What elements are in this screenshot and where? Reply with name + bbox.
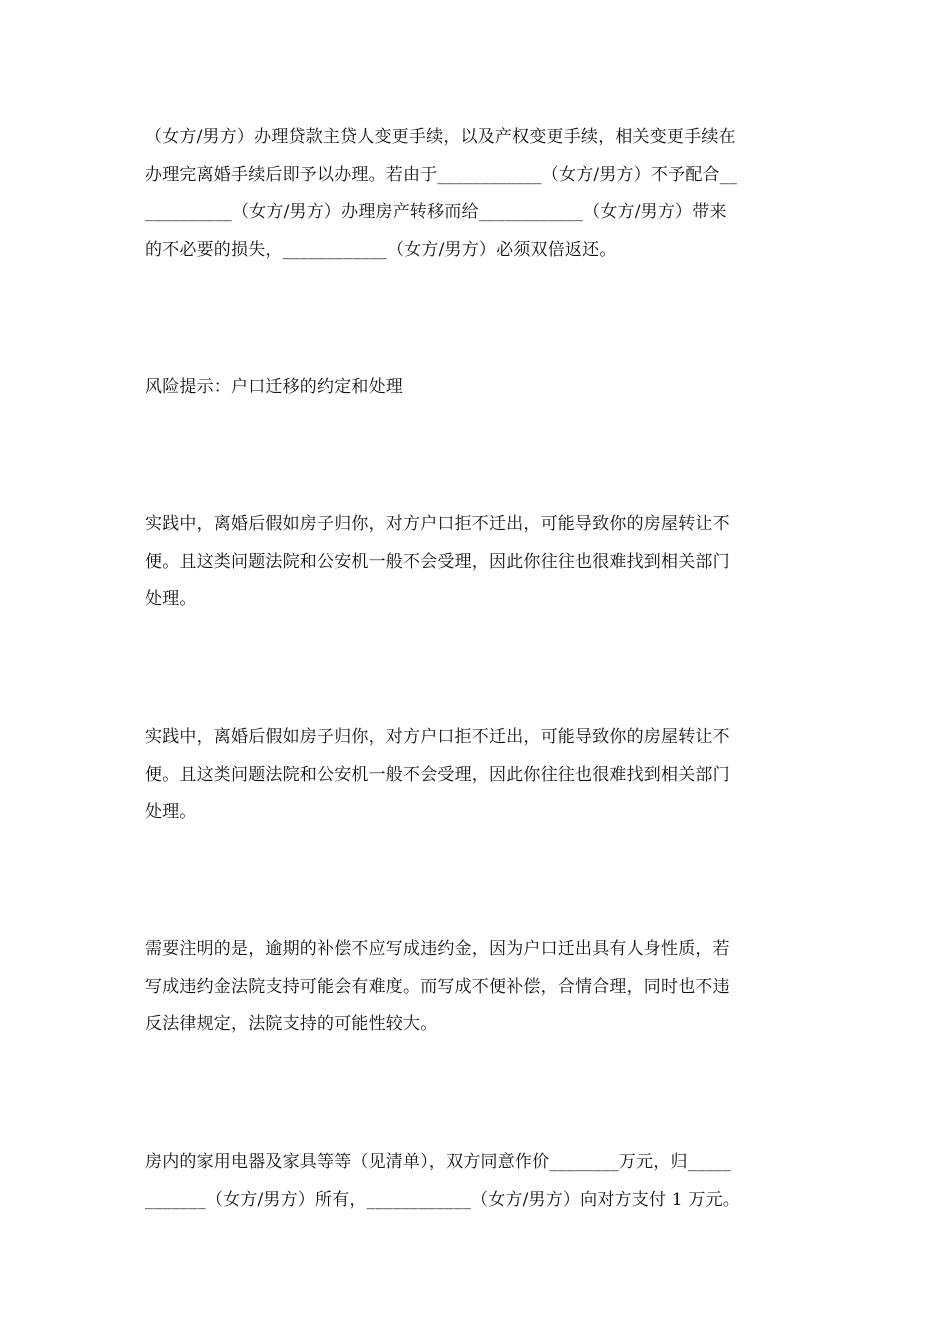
text-line: 实践中，离婚后假如房子归你，对方户口拒不迁出，可能导致你的房屋转让不 (145, 514, 730, 534)
text-line: 风险提示：户口迁移的约定和处理 (145, 377, 403, 397)
text-line: __________（女方/男方）办理房产转移而给____________（女方/男方）带来 (145, 202, 727, 222)
paragraph-compensation-note (145, 931, 810, 1044)
text-line: _______（女方/男方）所有，____________（女方/男方）向对方支付 1 万元。 (145, 1189, 740, 1210)
paragraph-risk-heading (145, 369, 810, 407)
paragraph-practice-2 (145, 719, 810, 832)
text-line: 需要注明的是，逾期的补偿不应写成违约金，因为户口迁出具有人身性质，若 (145, 939, 730, 959)
text-line: 写成违约金法院支持可能会有难度。而写成不便补偿，合情合理，同时也不违 (145, 976, 730, 997)
text-line: 反法律规定，法院支持的可能性较大。 (145, 1014, 438, 1034)
text-line: 处理。 (145, 589, 197, 609)
text-line: 办理完离婚手续后即予以办理。若由于____________（女方/男方）不予配合__ (145, 164, 738, 185)
text-line: （女方/男方）办理贷款主贷人变更手续，以及产权变更手续，相关变更手续在 (145, 127, 736, 147)
text-line: 的不必要的损失，____________（女方/男方）必须双倍返还。 (145, 239, 617, 260)
text-line: 处理。 (145, 802, 197, 822)
text-line: 房内的家用电器及家具等等（见清单），双方同意作价________万元，归_____ (145, 1152, 732, 1172)
paragraph-appliances-furniture (145, 1144, 810, 1219)
paragraph-loan-transfer (145, 119, 810, 269)
paragraph-practice-1 (145, 506, 810, 619)
text-line: 实践中，离婚后假如房子归你，对方户口拒不迁出，可能导致你的房屋转让不 (145, 727, 730, 747)
text-line: 便。且这类问题法院和公安机一般不会受理，因此你往往也很难找到相关部门 (145, 764, 730, 785)
text-line: 便。且这类问题法院和公安机一般不会受理，因此你往往也很难找到相关部门 (145, 551, 730, 572)
